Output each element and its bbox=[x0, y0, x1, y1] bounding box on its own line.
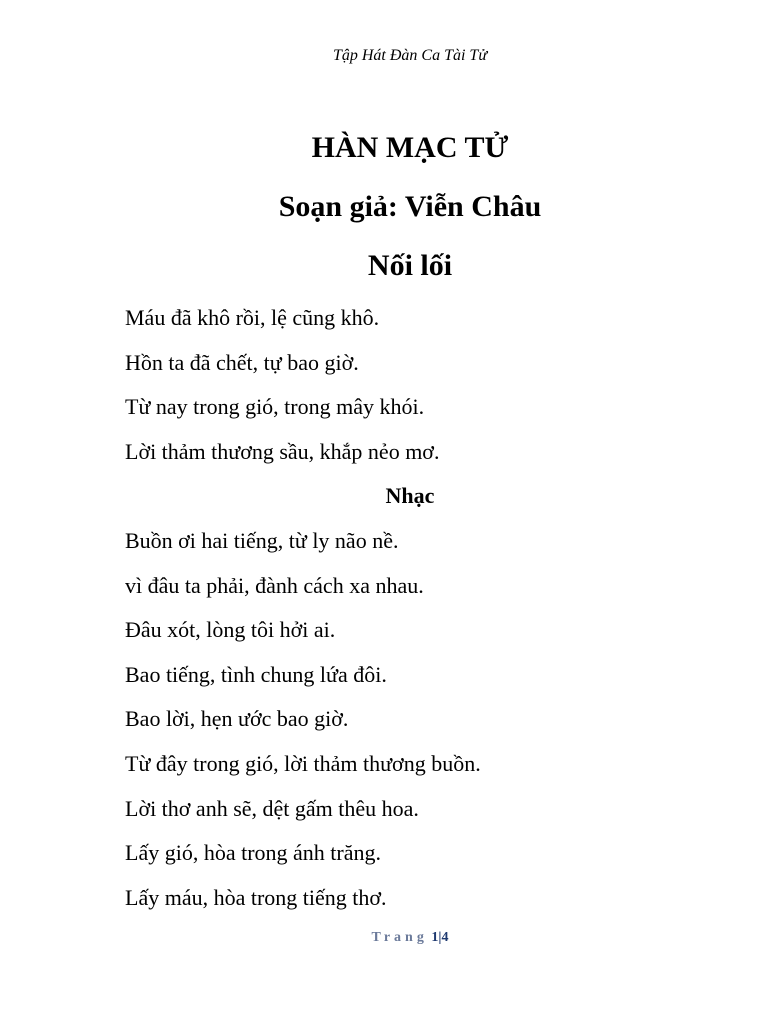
page-word: Trang bbox=[371, 930, 428, 945]
lyric-line: Lấy gió, hòa trong ánh trăng. bbox=[125, 840, 381, 866]
author-line: Soạn giả: Viễn Châu bbox=[278, 190, 542, 223]
lyric-line: Đâu xót, lòng tôi hởi ai. bbox=[125, 617, 336, 643]
page-footer bbox=[0, 930, 768, 946]
lyric-line: Buồn ơi hai tiếng, từ ly não nề. bbox=[125, 527, 399, 553]
lyric-line: Bao tiếng, tình chung lứa đôi. bbox=[125, 661, 387, 687]
page-total: 4 bbox=[441, 930, 449, 945]
section-subtitle: Nối lối bbox=[367, 249, 453, 282]
lyric-line: Từ nay trong gió, trong mây khói. bbox=[125, 394, 425, 420]
lyric-line: Lời thơ anh sẽ, dệt gấm thêu hoa. bbox=[125, 795, 419, 821]
running-header: Tập Hát Đàn Ca Tài Tử bbox=[332, 47, 488, 64]
music-section-label: Nhạc bbox=[385, 483, 435, 509]
lyric-line: Từ đây trong gió, lời thảm thương buồn. bbox=[125, 750, 481, 776]
lyrics-body bbox=[125, 302, 685, 926]
lyric-line: Lấy máu, hòa trong tiếng thơ. bbox=[125, 884, 387, 910]
lyric-line: vì đâu ta phải, đành cách xa nhau. bbox=[125, 572, 424, 598]
lyric-line: Hồn ta đã chết, tự bao giờ. bbox=[125, 349, 359, 375]
lyric-line: Bao lời, hẹn ước bao giờ. bbox=[125, 706, 349, 732]
song-title: HÀN MẠC TỬ bbox=[311, 131, 509, 164]
lyric-line: Máu đã khô rồi, lệ cũng khô. bbox=[125, 305, 380, 330]
page-separator: | bbox=[438, 930, 442, 945]
page-number: 1 bbox=[431, 930, 439, 945]
lyric-line: Lời thảm thương sầu, khắp nẻo mơ. bbox=[125, 438, 440, 464]
